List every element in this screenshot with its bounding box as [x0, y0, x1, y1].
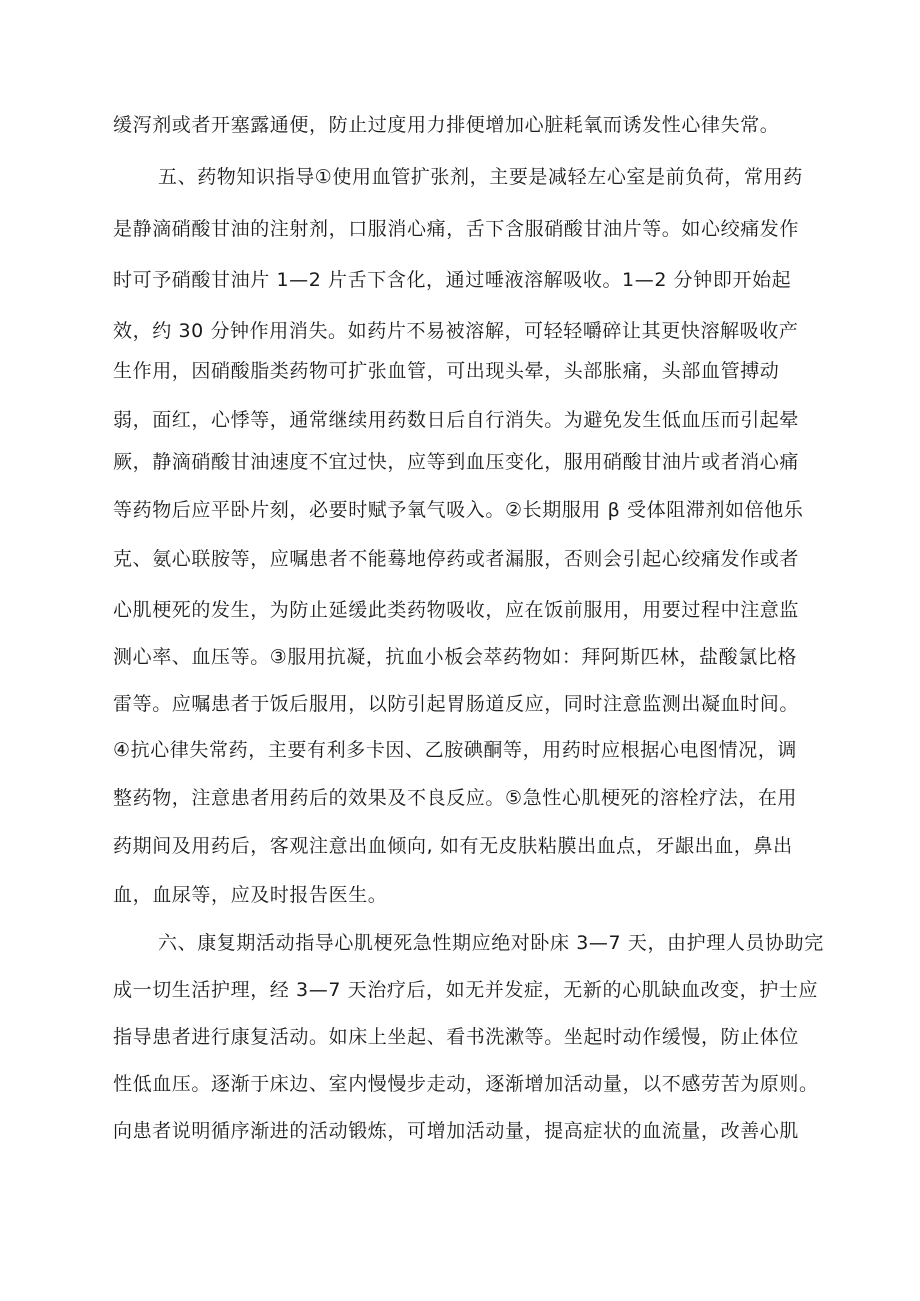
- text-line: 测心率、血压等。③服用抗凝，抗血小板会萃药物如：拜阿斯匹林，盐酸氯比格: [113, 646, 798, 668]
- text-line: ④抗心律失常药，主要有利多卡因、乙胺碘酮等，用药时应根据心电图情况，调: [113, 739, 798, 761]
- text-line: 时可予硝酸甘油片 1—2 片舌下含化，通过唾液溶解吸收。1—2 分钟即开始起: [113, 269, 792, 291]
- text-line: 心肌梗死的发生，为防止延缓此类药物吸收，应在饭前服用，用要过程中注意监: [113, 599, 800, 621]
- text-line: 效，约 30 分钟作用消失。如药片不易被溶解，可轻轻嚼碎让其更快溶解吸收产: [113, 320, 799, 342]
- text-line: 性低血压。逐渐于床边、室内慢慢步走动，逐渐增加活动量，以不感劳苦为原则。: [113, 1073, 819, 1095]
- text-line: 雷等。应嘱患者于饭后服用，以防引起胃肠道反应，同时注意监测出凝血时间。: [113, 693, 800, 715]
- text-line: 弱，面红，心悸等，通常继续用药数日后自行消失。为避免发生低血压而引起晕: [113, 409, 800, 431]
- text-line: 六、康复期活动指导心肌梗死急性期应绝对卧床 3—7 天，由护理人员协助完: [158, 932, 824, 954]
- text-line: 药期间及用药后，客观注意出血倾向, 如有无皮肤粘膜出血点，牙龈出血，鼻出: [113, 835, 793, 857]
- text-line: 缓泻剂或者开塞露通便，防止过度用力排便增加心脏耗氧而诱发性心律失常。: [113, 114, 780, 136]
- text-line: 成一切生活护理，经 3—7 天治疗后，如无并发症，无新的心肌缺血改变，护士应: [113, 979, 819, 1001]
- text-line: 等药物后应平卧片刻，必要时赋予氧气吸入。②长期服用 β 受体阻滞剂如倍他乐: [113, 499, 804, 521]
- text-line: 生作用，因硝酸脂类药物可扩张血管，可出现头晕，头部胀痛，头部血管搏动: [113, 360, 780, 382]
- text-line: 整药物，注意患者用药后的效果及不良反应。⑤急性心肌梗死的溶栓疗法，在用: [113, 787, 798, 809]
- text-line: 厥，静滴硝酸甘油速度不宜过快，应等到血压变化，服用硝酸甘油片或者消心痛: [113, 451, 800, 473]
- text-line: 克、氨心联胺等，应嘱患者不能蓦地停药或者漏服，否则会引起心绞痛发作或者: [113, 548, 800, 570]
- text-line: 五、药物知识指导①使用血管扩张剂，主要是减轻左心室是前负荷，常用药: [158, 166, 803, 188]
- text-line: 是静滴硝酸甘油的注射剂，口服消心痛，舌下含服硝酸甘油片等。如心绞痛发作: [113, 218, 800, 240]
- text-line: 向患者说明循序渐进的活动锻炼，可增加活动量，提高症状的血流量，改善心肌: [113, 1120, 800, 1142]
- text-line: 指导患者进行康复活动。如床上坐起、看书洗漱等。坐起时动作缓慢，防止体位: [113, 1026, 800, 1048]
- text-line: 血，血尿等，应及时报告医生。: [113, 884, 388, 906]
